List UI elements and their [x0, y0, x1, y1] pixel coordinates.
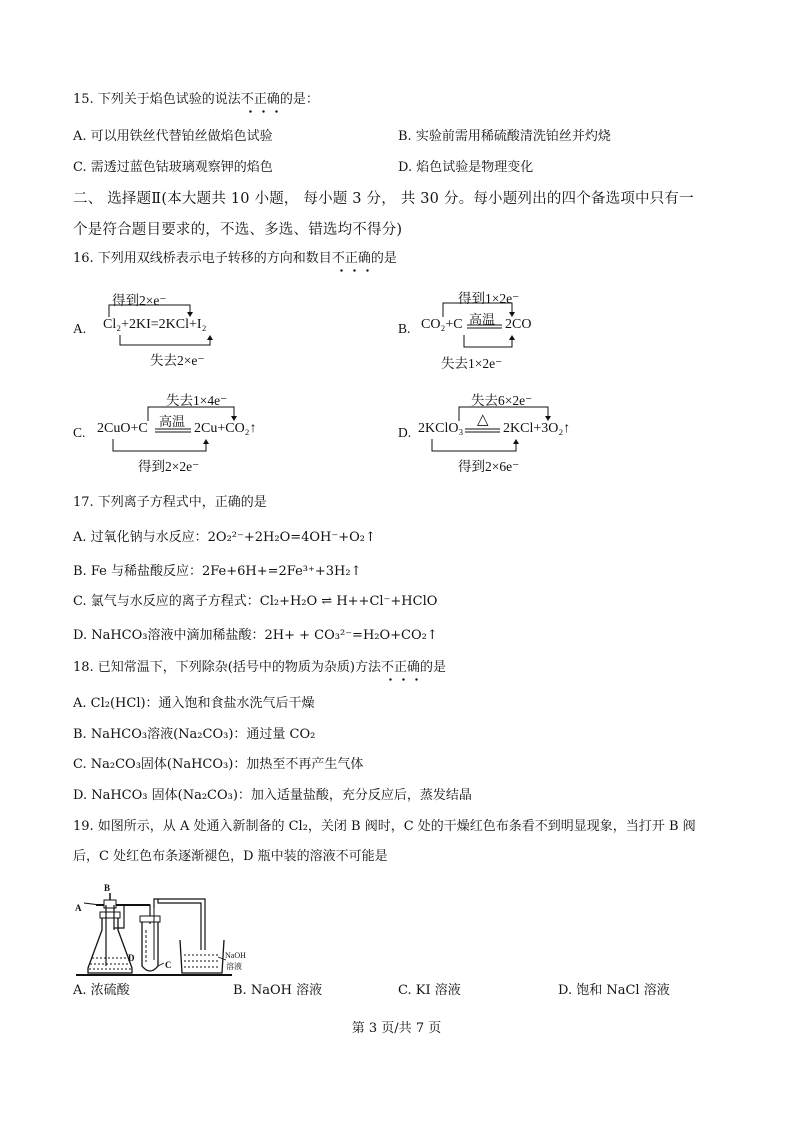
q19-stem-line1: 19. 如图所示，从 A 处通入新制备的 Cl₂，关闭 B 阀时，C 处的干燥红色布条看不到明显现象，当打开 B 阀: [73, 819, 696, 834]
fig-label-d: D: [128, 953, 135, 963]
q16-b-top-text: 得到1×2e⁻: [458, 291, 520, 306]
fig-label-naoh: NaOH: [225, 951, 246, 960]
q19-option-d: D. 饱和 NaCl 溶液: [558, 983, 670, 998]
q16-a-equation: Cl₂+2KI=2KCl+I₂: [103, 317, 207, 332]
q16-a-label: A.: [73, 321, 87, 336]
fig-label-a: A: [75, 903, 82, 913]
q16-c-label: C.: [73, 425, 86, 440]
fig-label-b: B: [104, 883, 111, 893]
q16-a-bottom-text: 失去2×e⁻: [150, 353, 205, 368]
q18-stem-end: 的是: [419, 660, 446, 675]
q18-emphasis: 不正确: [380, 660, 420, 675]
q16-stem-text: 16. 下列用双线桥表示电子转移的方向和数目: [73, 251, 332, 266]
q18-option-d: D. NaHCO₃ 固体(Na₂CO₃)：加入适量盐酸，充分反应后，蒸发结晶: [73, 788, 472, 803]
q15-stem-text: 15. 下列关于焰色试验的说法: [73, 92, 241, 107]
q17-option-c: C. 氯气与水反应的离子方程式：Cl₂+H₂O ⇌ H++Cl⁻+HClO: [73, 594, 438, 609]
q16-c-right: 2Cu+CO₂↑: [194, 421, 257, 436]
q15-option-b: B. 实验前需用稀硫酸清洗铂丝并灼烧: [398, 129, 611, 144]
q18-option-c: C. Na₂CO₃固体(NaHCO₃)：加热至不再产生气体: [73, 757, 364, 772]
q16-c-left: 2CuO+C: [97, 421, 148, 436]
q15-stem-end: 的是：: [279, 92, 319, 107]
q17-option-b: B. Fe 与稀盐酸反应：2Fe+6H+=2Fe³⁺+3H₂↑: [73, 564, 362, 579]
section-heading-line1: 二、 选择题Ⅱ(本大题共 10 小题， 每小题 3 分， 共 30 分。每小题列出的四个备选项中只有一: [73, 191, 694, 207]
q16-d-bottom-text: 得到2×6e⁻: [458, 459, 520, 474]
q15-option-c: C. 需透过蓝色钴玻璃观察钾的焰色: [73, 160, 273, 175]
q16-d-left: 2KClO₃: [418, 421, 464, 436]
q16-d-top-text: 失去6×2e⁻: [471, 393, 533, 408]
q16-emphasis: 不正确: [331, 251, 371, 266]
q16-b-bottom-text: 失去1×2e⁻: [441, 356, 503, 371]
fig-label-c: C: [165, 960, 172, 970]
q19-option-a: A. 浓硫酸: [73, 983, 130, 998]
q16-d-condition-heat: △: [477, 412, 489, 428]
q16-b-label: B.: [398, 321, 411, 336]
q19-option-b: B. NaOH 溶液: [233, 983, 323, 998]
q19-option-c: C. KI 溶液: [398, 983, 461, 998]
q17-stem: 17. 下列离子方程式中，正确的是: [73, 495, 267, 510]
q16-c-top-text: 失去1×4e⁻: [166, 393, 228, 408]
q16-d-right: 2KCl+3O₂↑: [503, 421, 571, 436]
q18-option-a: A. Cl₂(HCl)：通入饱和食盐水洗气后干燥: [73, 696, 315, 711]
q15-option-a: A. 可以用铁丝代替铂丝做焰色试验: [73, 129, 273, 144]
q16-b-left: CO₂+C: [421, 317, 463, 332]
q16-d-label: D.: [398, 425, 412, 440]
q16-stem-end: 的是: [370, 251, 397, 266]
page-footer: 第 3 页/共 7 页: [351, 1021, 442, 1036]
q17-option-d: D. NaHCO₃溶液中滴加稀盐酸：2H+ + CO₃²⁻=H₂O+CO₂↑: [73, 628, 438, 643]
q16-b-condition: 高温: [469, 312, 496, 327]
q18-stem-text: 18. 已知常温下，下列除杂(括号中的物质为杂质)方法: [73, 660, 381, 675]
q16-b-right: 2CO: [505, 317, 532, 332]
q16-a-top-text: 得到2×e⁻: [112, 293, 167, 308]
q19-stem-line2: 后，C 处红色布条逐渐褪色，D 瓶中装的溶液不可能是: [73, 849, 388, 864]
section-heading-line2: 个是符合题目要求的，不选、多选、错选均不得分): [73, 222, 403, 238]
q16-c-bottom-text: 得到2×2e⁻: [138, 459, 200, 474]
q18-option-b: B. NaHCO₃溶液(Na₂CO₃)：通过量 CO₂: [73, 727, 316, 742]
q17-option-a: A. 过氧化钠与水反应：2O₂²⁻+2H₂O=4OH⁻+O₂↑: [73, 530, 376, 545]
q15-emphasis: 不正确: [240, 92, 280, 107]
fig-label-solution: 溶液: [226, 962, 242, 971]
q15-option-d: D. 焰色试验是物理变化: [398, 160, 534, 175]
q16-c-condition: 高温: [159, 414, 186, 429]
